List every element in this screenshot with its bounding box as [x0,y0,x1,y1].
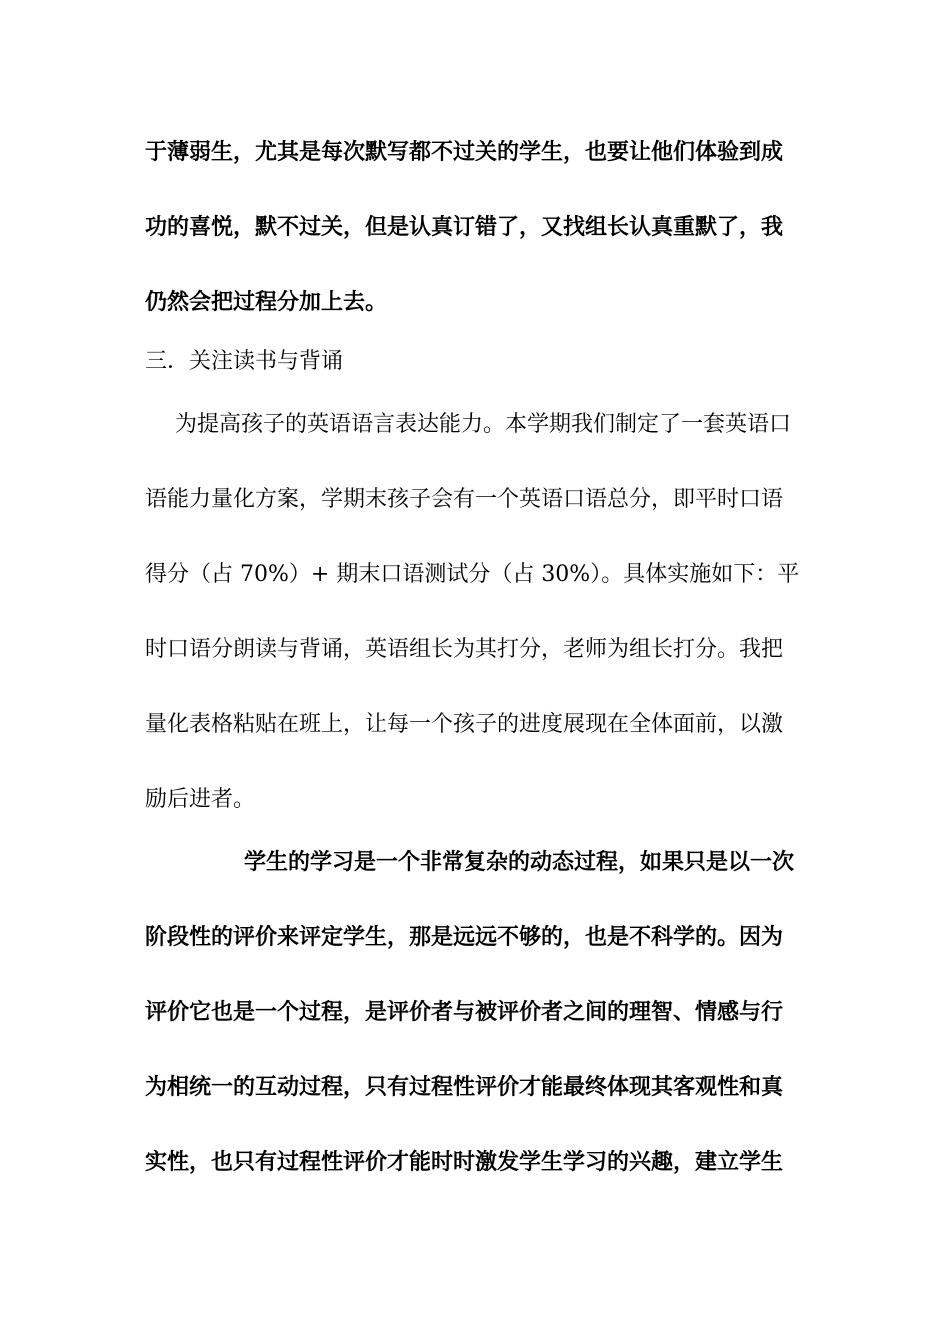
paragraph-2-line-2: 语能力量化方案，学期末孩子会有一个英语口语总分，即平时口语 [145,487,784,512]
paragraph-3-line-4: 为相统一的互动过程，只有过程性评价才能最终体现其客观性和真 [145,1074,784,1100]
section-heading: 三．关注读书与背诵 [145,349,344,374]
paragraph-2-line-6: 励后进者。 [145,787,256,812]
paragraph-3-line-5: 实性，也只有过程性评价才能时时激发学生学习的兴趣，建立学生 [145,1149,784,1175]
paragraph-2-line-4: 时口语分朗读与背诵，英语组长为其打分，老师为组长打分。我把 [145,637,784,662]
paragraph-1-line-1: 于薄弱生，尤其是每次默写都不过关的学生，也要让他们体验到成 [145,139,784,165]
paragraph-3-line-2: 阶段性的评价来评定学生，那是远远不够的，也是不科学的。因为 [145,924,784,950]
paragraph-2-line-3: 得分（占 70%）+ 期末口语测试分（占 30%）。具体实施如下：平 [145,562,800,587]
paragraph-2-line-5: 量化表格粘贴在班上，让每一个孩子的进度展现在全体面前，以激 [145,712,784,737]
paragraph-2-line-1: 为提高孩子的英语语言表达能力。本学期我们制定了一套英语口 [175,412,792,437]
paragraph-3-line-1: 学生的学习是一个非常复杂的动态过程，如果只是以一次 [244,849,795,875]
paragraph-1-line-2: 功的喜悦，默不过关，但是认真订错了，又找组长认真重默了，我 [145,214,784,240]
paragraph-1-line-3: 仍然会把过程分加上去。 [145,289,388,315]
paragraph-3-line-3: 评价它也是一个过程，是评价者与被评价者之间的理智、情感与行 [145,999,784,1025]
